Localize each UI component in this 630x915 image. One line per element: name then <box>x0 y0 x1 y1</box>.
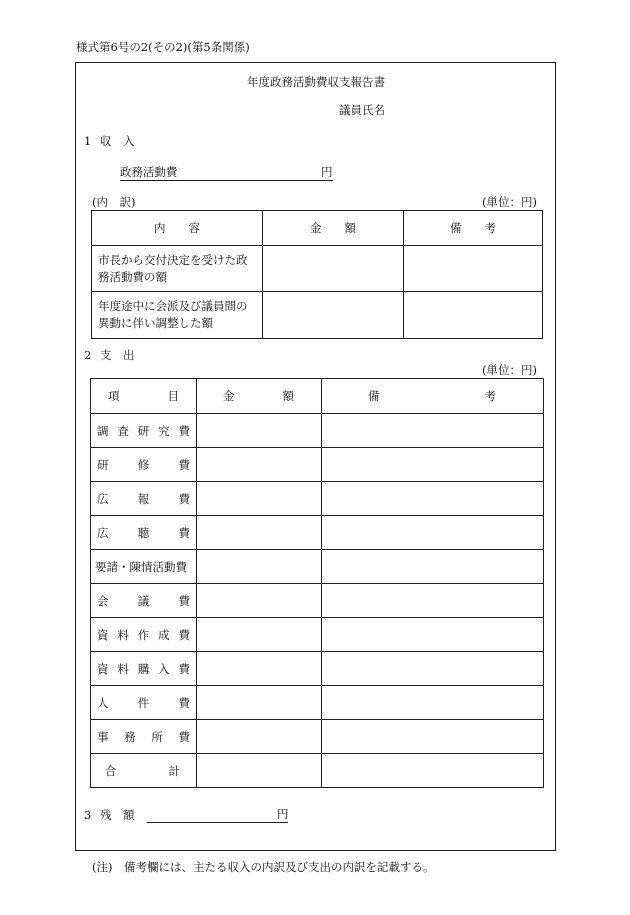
expense-item-label <box>91 516 197 550</box>
income-row-label-line: 務活動費の額 <box>98 269 167 284</box>
expense-item-char: 所 <box>151 729 163 744</box>
breakdown-label: (内 訳) <box>92 195 136 209</box>
income-row-label <box>92 292 263 339</box>
expense-amount-cell[interactable] <box>197 482 322 516</box>
expense-item-char: 修 <box>137 457 150 472</box>
expense-item-char: 成 <box>158 627 170 642</box>
expense-heading: 支 出 <box>100 348 135 362</box>
expense-item-char: 研 <box>137 423 150 438</box>
expense-col-remarks-char: 考 <box>484 389 496 403</box>
expense-unit: (単位：円) <box>482 363 537 377</box>
expense-item-char: 料 <box>117 627 129 642</box>
income-unit: (単位：円) <box>482 195 537 209</box>
expense-remarks-cell[interactable] <box>322 482 544 516</box>
expense-col-item-char: 項 <box>108 389 120 403</box>
expense-item-char: 聴 <box>137 525 150 540</box>
expense-col-item-char: 目 <box>167 389 179 403</box>
expense-item-label <box>91 482 197 516</box>
expense-heading-number: 2 <box>84 348 92 362</box>
expense-table <box>90 378 544 788</box>
expense-remarks-cell[interactable] <box>322 618 544 652</box>
expense-item-char: 費 <box>178 661 190 676</box>
expense-amount-cell[interactable] <box>197 686 322 720</box>
table-row <box>91 720 544 754</box>
expense-item-char: 購 <box>137 661 150 676</box>
expense-item-char: 資 <box>97 627 109 642</box>
expense-item-char: 費 <box>178 525 190 540</box>
footnote: (注) 備考欄には、主たる収入の内訳及び支出の内訳を記載する。 <box>92 860 435 874</box>
expense-remarks-cell[interactable] <box>322 584 544 618</box>
expense-item-char: 資 <box>97 661 109 676</box>
expense-item-char: 入 <box>158 661 170 676</box>
expense-amount-cell[interactable] <box>197 584 322 618</box>
expense-item-char: 計 <box>168 763 180 778</box>
income-col-amount: 金 額 <box>263 211 404 246</box>
income-amount-underline <box>120 180 333 181</box>
income-amount-cell[interactable] <box>263 246 404 292</box>
expense-item-char: 費 <box>178 627 190 642</box>
income-col-content: 内 容 <box>92 211 263 246</box>
expense-table-body <box>91 414 544 788</box>
expense-item-label <box>91 720 197 754</box>
expense-item-char: 広 <box>97 525 109 540</box>
table-row <box>91 550 544 584</box>
expense-item-char: 事 <box>97 729 109 744</box>
expense-item-char: 要請・陳情活動費 <box>95 559 187 574</box>
income-table-header <box>92 211 543 246</box>
expense-remarks-cell[interactable] <box>322 414 544 448</box>
table-row <box>91 584 544 618</box>
expense-amount-cell[interactable] <box>197 448 322 482</box>
expense-remarks-cell[interactable] <box>322 516 544 550</box>
expense-item-char: 作 <box>137 627 150 642</box>
income-yen: 円 <box>321 165 333 179</box>
income-item-label: 政務活動費 <box>120 165 178 179</box>
expense-amount-cell[interactable] <box>197 516 322 550</box>
expense-item-char: 費 <box>178 457 190 472</box>
expense-amount-cell[interactable] <box>197 414 322 448</box>
expense-remarks-cell[interactable] <box>322 720 544 754</box>
income-col-remarks: 備 考 <box>404 211 543 246</box>
expense-item-char: 費 <box>178 593 190 608</box>
income-remarks-cell[interactable] <box>404 292 543 339</box>
expense-item-label <box>91 686 197 720</box>
table-row <box>91 754 544 788</box>
income-row-label <box>92 246 263 292</box>
expense-item-char: 費 <box>178 423 190 438</box>
expense-col-item <box>91 379 197 414</box>
expense-item-char: 費 <box>178 491 190 506</box>
income-row-label-line: 市長から交付決定を受けた政 <box>98 252 248 267</box>
expense-item-char: 議 <box>137 593 150 608</box>
expense-item-char: 会 <box>97 593 109 608</box>
expense-item-char: 件 <box>137 695 150 710</box>
expense-item-label <box>91 652 197 686</box>
income-row-label-line: 異動に伴い調整した額 <box>98 316 213 330</box>
expense-col-remarks <box>322 379 544 414</box>
income-table <box>91 210 543 339</box>
expense-col-remarks-char: 備 <box>368 389 380 403</box>
expense-item-char: 査 <box>117 423 129 438</box>
table-row <box>91 482 544 516</box>
expense-item-char: 究 <box>158 423 170 438</box>
expense-item-char: 人 <box>97 695 109 710</box>
table-row <box>92 246 543 292</box>
expense-item-char: 務 <box>124 729 136 744</box>
expense-item-label <box>91 618 197 652</box>
expense-item-char: 費 <box>178 695 190 710</box>
expense-item-char: 合 <box>105 763 117 778</box>
form-number: 様式第6号の2(その2)(第5条関係) <box>76 40 250 54</box>
expense-remarks-cell[interactable] <box>322 686 544 720</box>
expense-amount-cell[interactable] <box>197 550 322 584</box>
balance-yen: 円 <box>277 807 289 821</box>
balance-amount-underline <box>147 822 288 823</box>
expense-amount-cell[interactable] <box>197 720 322 754</box>
expense-remarks-cell[interactable] <box>322 550 544 584</box>
expense-item-char: 費 <box>178 729 190 744</box>
income-row-label-line: 年度途中に会派及び議員間の <box>98 299 248 313</box>
expense-item-label <box>91 584 197 618</box>
member-name-label: 議員氏名 <box>339 103 385 117</box>
table-row <box>91 652 544 686</box>
expense-item-char: 研 <box>97 457 109 472</box>
income-heading-number: 1 <box>84 134 92 148</box>
expense-remarks-cell[interactable] <box>322 448 544 482</box>
income-heading: 収 入 <box>100 134 135 148</box>
table-row <box>91 516 544 550</box>
expense-col-amount-char: 額 <box>282 389 294 403</box>
table-row <box>91 448 544 482</box>
balance-heading: 残 額 <box>100 808 135 822</box>
expense-col-amount <box>197 379 322 414</box>
expense-amount-cell[interactable] <box>197 618 322 652</box>
balance-heading-number: 3 <box>84 808 92 822</box>
expense-item-label <box>91 414 197 448</box>
income-amount-cell[interactable] <box>263 292 404 339</box>
expense-item-label <box>91 448 197 482</box>
table-row <box>91 618 544 652</box>
table-row <box>92 292 543 339</box>
expense-item-label <box>91 550 197 584</box>
expense-item-char: 広 <box>97 491 109 506</box>
expense-col-amount-char: 金 <box>223 389 235 403</box>
income-remarks-cell[interactable] <box>404 246 543 292</box>
table-row <box>91 686 544 720</box>
table-row <box>91 414 544 448</box>
expense-item-char: 料 <box>117 661 129 676</box>
report-title: 年度政務活動費収支報告書 <box>247 75 385 89</box>
expense-item-label <box>91 754 197 788</box>
expense-remarks-cell[interactable] <box>322 754 544 788</box>
expense-remarks-cell[interactable] <box>322 652 544 686</box>
expense-amount-cell[interactable] <box>197 754 322 788</box>
expense-item-char: 調 <box>97 423 109 438</box>
expense-amount-cell[interactable] <box>197 652 322 686</box>
expense-table-header <box>91 379 544 414</box>
expense-item-char: 報 <box>137 491 150 506</box>
